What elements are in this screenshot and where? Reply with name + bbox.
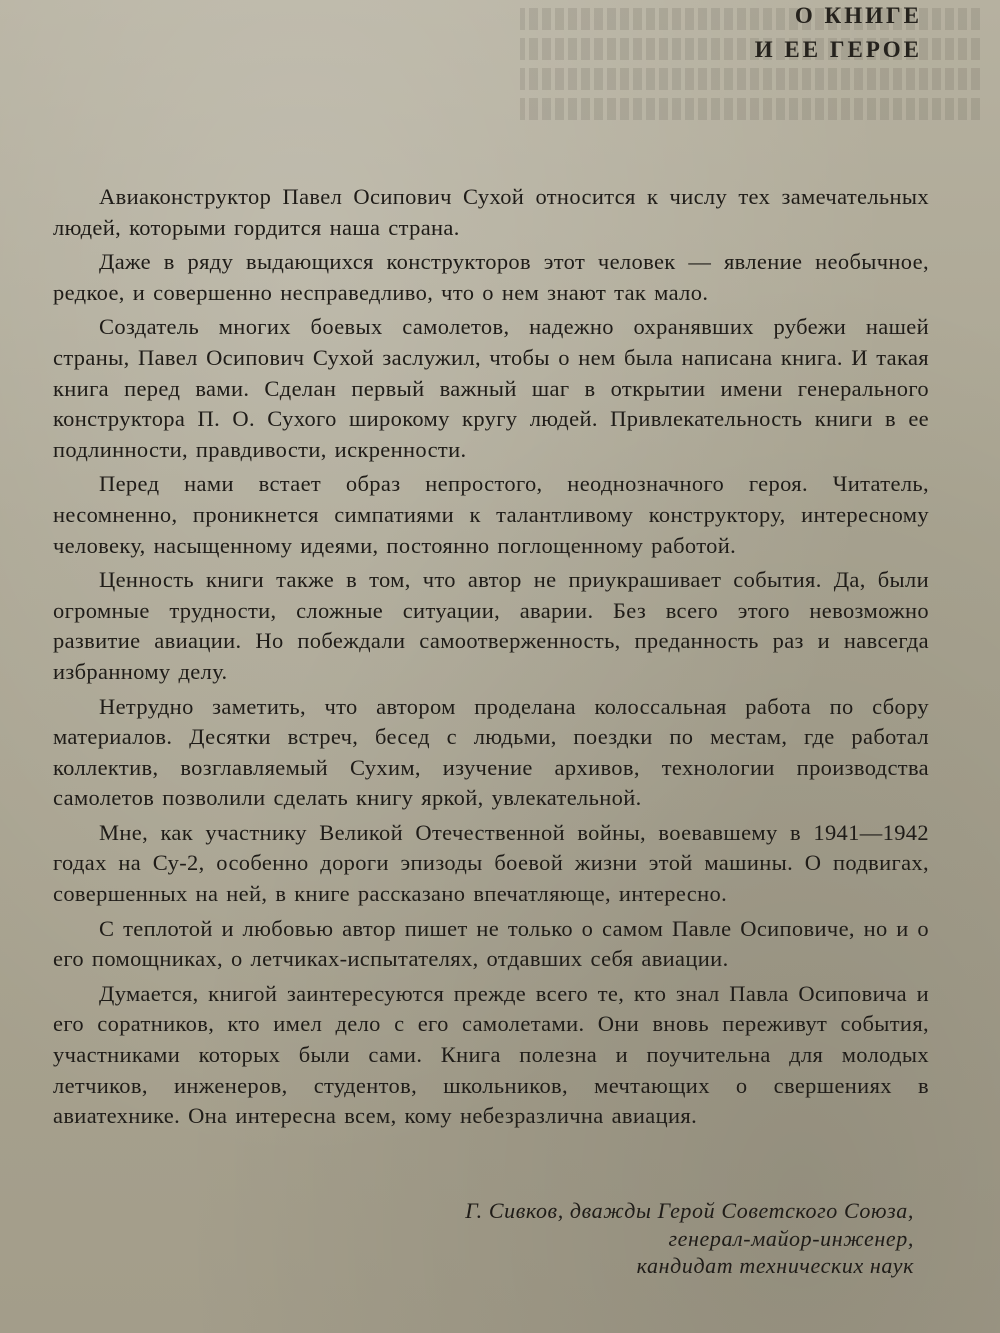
signature-line-2: генерал-майор-инженер, [668,1225,914,1251]
paragraph: С теплотой и любовью автор пишет не только о самом Павле Осиповиче, но и о его помощниках, о летчиках-испытателях, отдавших себя авиации. [53,915,929,972]
body-text [53,182,929,1136]
signature-line-3: кандидат технических наук [636,1253,914,1278]
paragraph: Авиаконструктор Павел Осипович Сухой относится к числу тех замечательных людей, которыми гордится наша страна. [53,184,929,240]
paragraph: Создатель многих боевых самолетов, надежно охранявших рубежи нашей страны, Павел Осипович Сухой заслужил, чтобы о нем была написана книга. И такая книга перед вами. Сделан первый важный шаг в открытии имени генерального конструктора П. О. Сухого широкому кругу людей. Привлекательность книги в ее подлинности, правдивости, искренности. [53,314,929,462]
paragraph: Мне, как участнику Великой Отечественной войны, воевавшему в 1941—1942 годах на Су-2, особенно дороги эпизоды боевой жизни этой машины. О подвигах, совершенных на ней, в книге рассказано впечатляюще, интересно. [53,819,929,907]
paragraph: Нетрудно заметить, что автором проделана колоссальная работа по сбору материалов. Десятки встреч, бесед с людьми, поездки по местам, где работал коллектив, возглавляемый Сухим, изучение архивов, технологии производства самолетов позволили сделать книгу яркой, увлекательной. [53,693,929,811]
chapter-heading-line-1: О КНИГЕ [794,3,922,28]
author-signature [465,1197,914,1280]
paragraph: Думается, книгой заинтересуются прежде всего те, кто знал Павла Осиповича и его соратников, кто имел дело с его самолетами. Они вновь переживут события, участниками которых были сами. Книга полезна и поучительна для молодых летчиков, инженеров, студентов, школьников, мечтающих о свершениях в авиатехнике. Она интересна всем, кому небезразлична авиация. [53,980,929,1129]
chapter-heading-line-2: И ЕЕ ГЕРОЕ [754,37,922,62]
chapter-heading [755,0,922,68]
paragraph: Ценность книги также в том, что автор не приукрашивает события. Да, были огромные трудности, сложные ситуации, аварии. Без всего этого невозможно развитие авиации. Но побеждали самоотверженность, преданность раз и навсегда избранному делу. [53,567,929,684]
signature-line-1: Г. Сивков, дважды Герой Советского Союза, [465,1198,914,1223]
paragraph: Даже в ряду выдающихся конструкторов этот человек — явление необычное, редкое, и совершенно несправедливо, что о нем знают так мало. [53,249,929,305]
paragraph: Перед нами встает образ непростого, неоднозначного героя. Читатель, несомненно, проникнется симпатиями к талантливому конструктору, интересному человеку, насыщенному идеями, постоянно поглощенному работой. [53,471,929,558]
